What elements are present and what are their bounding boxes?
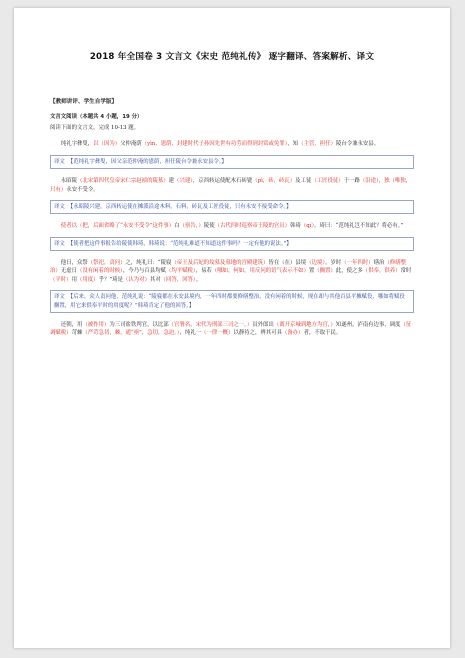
classical-text: 皆在（在）县境 xyxy=(268,260,307,267)
gloss-note: （边境） xyxy=(306,260,326,267)
classical-text: 为三司盐铁判官，以比部 xyxy=(109,321,169,328)
original-paragraph xyxy=(50,222,414,230)
classical-text: 还朝，用 xyxy=(60,321,83,328)
gloss-note: （官署名，宋代为刑部三司之一，） xyxy=(168,321,253,328)
original-paragraph xyxy=(50,321,414,338)
paragraph-list xyxy=(50,140,414,337)
translation-text: 【范纯礼字彝叟，因父亲范仲淹的恩荫，担任陵台令兼永安县令。】 xyxy=(67,158,227,165)
classical-text: 纯礼字彝叟， xyxy=(60,141,94,148)
classical-text: 乎？”琦是 xyxy=(98,276,123,283)
gloss-note: （yìn，恩荫，封建时代子孙因先世有功劳而得到封赏或免罪） xyxy=(141,141,288,148)
classical-text: 置 xyxy=(308,268,315,275)
section-title: 文言文阅读（本题共 4 小题，19 分） xyxy=(50,113,143,120)
classical-text: ，岁时 xyxy=(325,260,342,267)
translation-label: 译文 xyxy=(54,294,65,301)
gloss-note: （认为对） xyxy=(122,276,150,283)
gloss-note: （北宋第四代皇帝宋仁宗赵祯的陵墓） xyxy=(76,178,169,185)
classical-text: 以静待之，辨其可具 xyxy=(233,330,282,337)
original-paragraph xyxy=(50,259,414,284)
classical-text: 于一路 xyxy=(343,178,360,185)
classical-text: 员外郎出 xyxy=(252,321,274,328)
translation-box xyxy=(50,200,414,214)
classical-text: ，琦曰：“范纯礼岂不知此？将必有。” xyxy=(314,223,404,230)
gloss-note: （帝王及后妃的坟墓及墓地的宫殿建筑） xyxy=(171,260,269,267)
gloss-note: （沿途） xyxy=(359,178,379,185)
translation-text: 【永昭陵兴建，京西转运使在摊派沿途木料，石料，砖瓦及工匠役徒，只有永安不接受命令。】 xyxy=(67,203,292,210)
original-paragraph xyxy=(50,140,414,148)
gloss-note: （被作用） xyxy=(82,321,110,328)
gloss-note: （严苛急切，棘，通“亟”，急切，急迫。） xyxy=(82,330,180,337)
classical-text: ，知 xyxy=(287,141,299,148)
gloss-note: （均平赋税） xyxy=(165,268,196,275)
gloss-note: （征调赋税） xyxy=(50,321,412,337)
gloss-note: （工匠役徒） xyxy=(311,178,344,185)
translation-box xyxy=(50,290,414,313)
translation-box xyxy=(50,155,414,169)
gloss-note: （备办） xyxy=(282,330,304,337)
gloss-note: （pì，砖，砖瓦） xyxy=(252,178,296,185)
gloss-note: （主管，担任） xyxy=(298,141,336,148)
gloss-note: （古代四时巡察帝王陵的官员） xyxy=(214,223,291,230)
gloss-note: （祭祀，责问） xyxy=(87,260,126,267)
classical-text: 。 xyxy=(195,276,202,283)
classical-text: 用 xyxy=(71,276,77,283)
original-paragraph xyxy=(50,177,414,194)
classical-text: 常时 xyxy=(400,268,412,275)
gloss-note: （没有闲着的时候） xyxy=(76,268,123,275)
classical-text: 之，纯礼曰：“陵寝 xyxy=(125,260,172,267)
gloss-note: （供奉，供养） xyxy=(362,268,401,275)
classical-text: 永昭陵 xyxy=(60,178,77,185)
classical-text: ，今乃与百县均赋 xyxy=(122,268,166,275)
gloss-note: （哪如，何如，用反问的语气表示不如） xyxy=(211,268,309,275)
classical-text: ，纯礼一 xyxy=(179,330,202,337)
gloss-note: （回答，回答） xyxy=(160,276,196,283)
classical-text: 此，使之多 xyxy=(335,268,363,275)
translation-label: 译文 xyxy=(54,240,65,247)
classical-text: 陵台令兼永安县。 xyxy=(335,141,380,148)
classical-text: 韩琦 xyxy=(290,223,301,230)
gloss-note: （qí） xyxy=(300,223,315,230)
classical-text: ，易若 xyxy=(195,268,212,275)
classical-text: 建 xyxy=(168,178,175,185)
translation-text: 【使者把这件事报告给陵使韩琦，韩琦说：“范纯礼难道不知道这件事吗？一定有他的说法。”】 xyxy=(67,240,292,247)
edition-label: 【教师讲评、学生自学版】 xyxy=(50,99,118,105)
classical-text: 及工徒 xyxy=(295,178,312,185)
gloss-note: （离开京城到地方为官，） xyxy=(273,321,336,328)
gloss-note: （兴建） xyxy=(174,178,193,185)
classical-text: 者，不取于民。 xyxy=(303,330,342,337)
classical-text: 永安不受令。 xyxy=(66,186,99,193)
gloss-note: （修缮整治） xyxy=(50,260,406,275)
classical-text: 缮治 xyxy=(373,260,385,267)
intro-text: 阅读下面的文言文，完成 10-13 题。 xyxy=(50,125,140,132)
classical-text: 苛棘 xyxy=(71,330,83,337)
gloss-note: （搁置） xyxy=(314,268,336,275)
document-page xyxy=(14,8,450,648)
gloss-note: （一年四时） xyxy=(341,260,374,267)
translation-box xyxy=(50,237,414,251)
gloss-note: ，独（唯独，只有） xyxy=(50,178,412,193)
classical-text: 陵使 xyxy=(203,223,215,230)
classical-text: 知遂州。泸南有边事，调度 xyxy=(335,321,401,328)
gloss-note: 使者以（把，后面省略了“永安不受令”这件事） xyxy=(60,223,175,230)
classical-text: 无虚日 xyxy=(60,268,77,275)
classical-text: 白 xyxy=(174,223,180,230)
document-title: 2018 年全国卷 3 文言文《宋史 范纯礼传》 逐字翻译、答案解析、译文 xyxy=(89,52,375,62)
gloss-note: 以（因为） xyxy=(93,141,121,148)
gloss-note: （平时） xyxy=(50,276,72,283)
translation-label: 译文 xyxy=(54,203,65,210)
classical-text: ，京西转运使配木石砖甓 xyxy=(192,178,253,185)
gloss-note: （一律一概） xyxy=(201,330,234,337)
gloss-note: （用度） xyxy=(76,276,99,283)
classical-text: 他日，众祭 xyxy=(60,260,88,267)
classical-text: 父仲淹荫 xyxy=(120,141,142,148)
translation-text: 【后来，众人责问他，范纯礼说：“陵寝都在永安县境内，一年四时都要修缮整治，没有闲着的时候，现在却与其他百县平摊赋役，哪如将赋役搁置，用它来供奉平时的用度呢？”韩琦肯定了他的回答。】 xyxy=(54,294,405,309)
gloss-note: （禀告，） xyxy=(179,223,204,230)
document-body xyxy=(50,98,414,344)
translation-label: 译文 xyxy=(54,158,65,165)
classical-text: 其对 xyxy=(149,276,161,283)
